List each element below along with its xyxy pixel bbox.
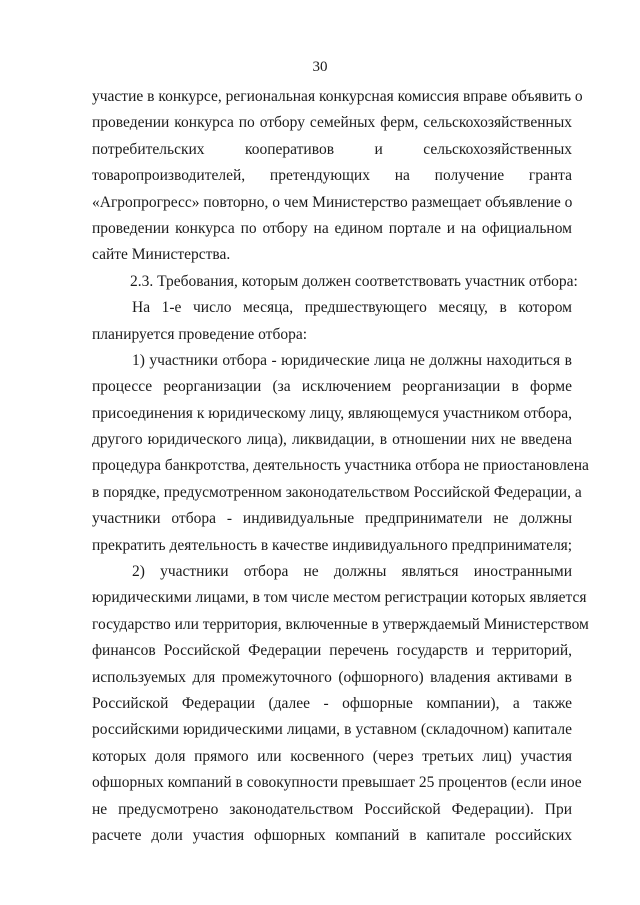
text-line: другого юридического лица), ликвидации, в отношении них не введена: [92, 431, 572, 449]
document-body: [92, 84, 589, 849]
text-line: не предусмотрено законодательством Российской Федерации). При: [92, 800, 572, 818]
text-line: российскими юридическими лицами, в уставном (складочном) капитале: [92, 721, 572, 739]
section-heading: 2.3. Требования, которым должен соответствовать участник отбора:: [130, 272, 578, 290]
text-line: «Агропрогресс» повторно, о чем Министерство размещает объявление о: [92, 193, 573, 211]
text-line: На 1-е число месяца, предшествующего месяцу, в котором: [132, 299, 572, 317]
text-line: Российской Федерации (далее - офшорные компании), а также: [92, 694, 572, 712]
text-line: государство или территория, включенные в утверждаемый Министерством: [92, 615, 589, 633]
text-line: которых доля прямого или косвенного (через третьих лиц) участия: [92, 747, 572, 765]
list-item-2-line: 2) участники отбора не должны являться иностранными: [132, 563, 572, 581]
text-line: планируется проведение отбора:: [92, 325, 308, 343]
text-line: потребительских кооперативов и сельскохозяйственных: [92, 140, 572, 158]
text-line: юридическими лицами, в том числе местом регистрации которых является: [92, 589, 587, 607]
text-line: используемых для промежуточного (офшорного) владения активами в: [92, 668, 572, 686]
text-line: офшорных компаний в совокупности превышает 25 процентов (если иное: [92, 774, 582, 792]
text-line: присоединения к юридическому лицу, являющемуся участником отбора,: [92, 404, 572, 422]
text-line: расчете доли участия офшорных компаний в капитале российских: [92, 826, 572, 844]
text-line: участие в конкурсе, региональная конкурсная комиссия вправе объявить о: [92, 88, 583, 105]
text-line: процедура банкротства, деятельность участника отбора не приостановлена: [92, 457, 589, 475]
text-line: проведении конкурса по отбору семейных ферм, сельскохозяйственных: [92, 114, 572, 132]
page-number: 30: [312, 59, 328, 75]
text-line: процессе реорганизации (за исключением реорганизации в форме: [92, 378, 572, 396]
text-line: прекратить деятельность в качестве индивидуального предпринимателя;: [92, 536, 573, 554]
text-line: финансов Российской Федерации перечень государств и территорий,: [92, 642, 572, 660]
text-line: сайте Министерства.: [92, 246, 231, 264]
text-line: в порядке, предусмотренном законодательством Российской Федерации, а: [92, 483, 582, 501]
text-line: участники отбора - индивидуальные предприниматели не должны: [92, 510, 572, 528]
text-line: товаропроизводителей, претендующих на получение гранта: [92, 167, 572, 185]
text-line: проведении конкурса по отбору на едином портале и на официальном: [92, 219, 572, 237]
list-item-1-line: 1) участники отбора - юридические лица не должны находиться в: [132, 351, 572, 369]
